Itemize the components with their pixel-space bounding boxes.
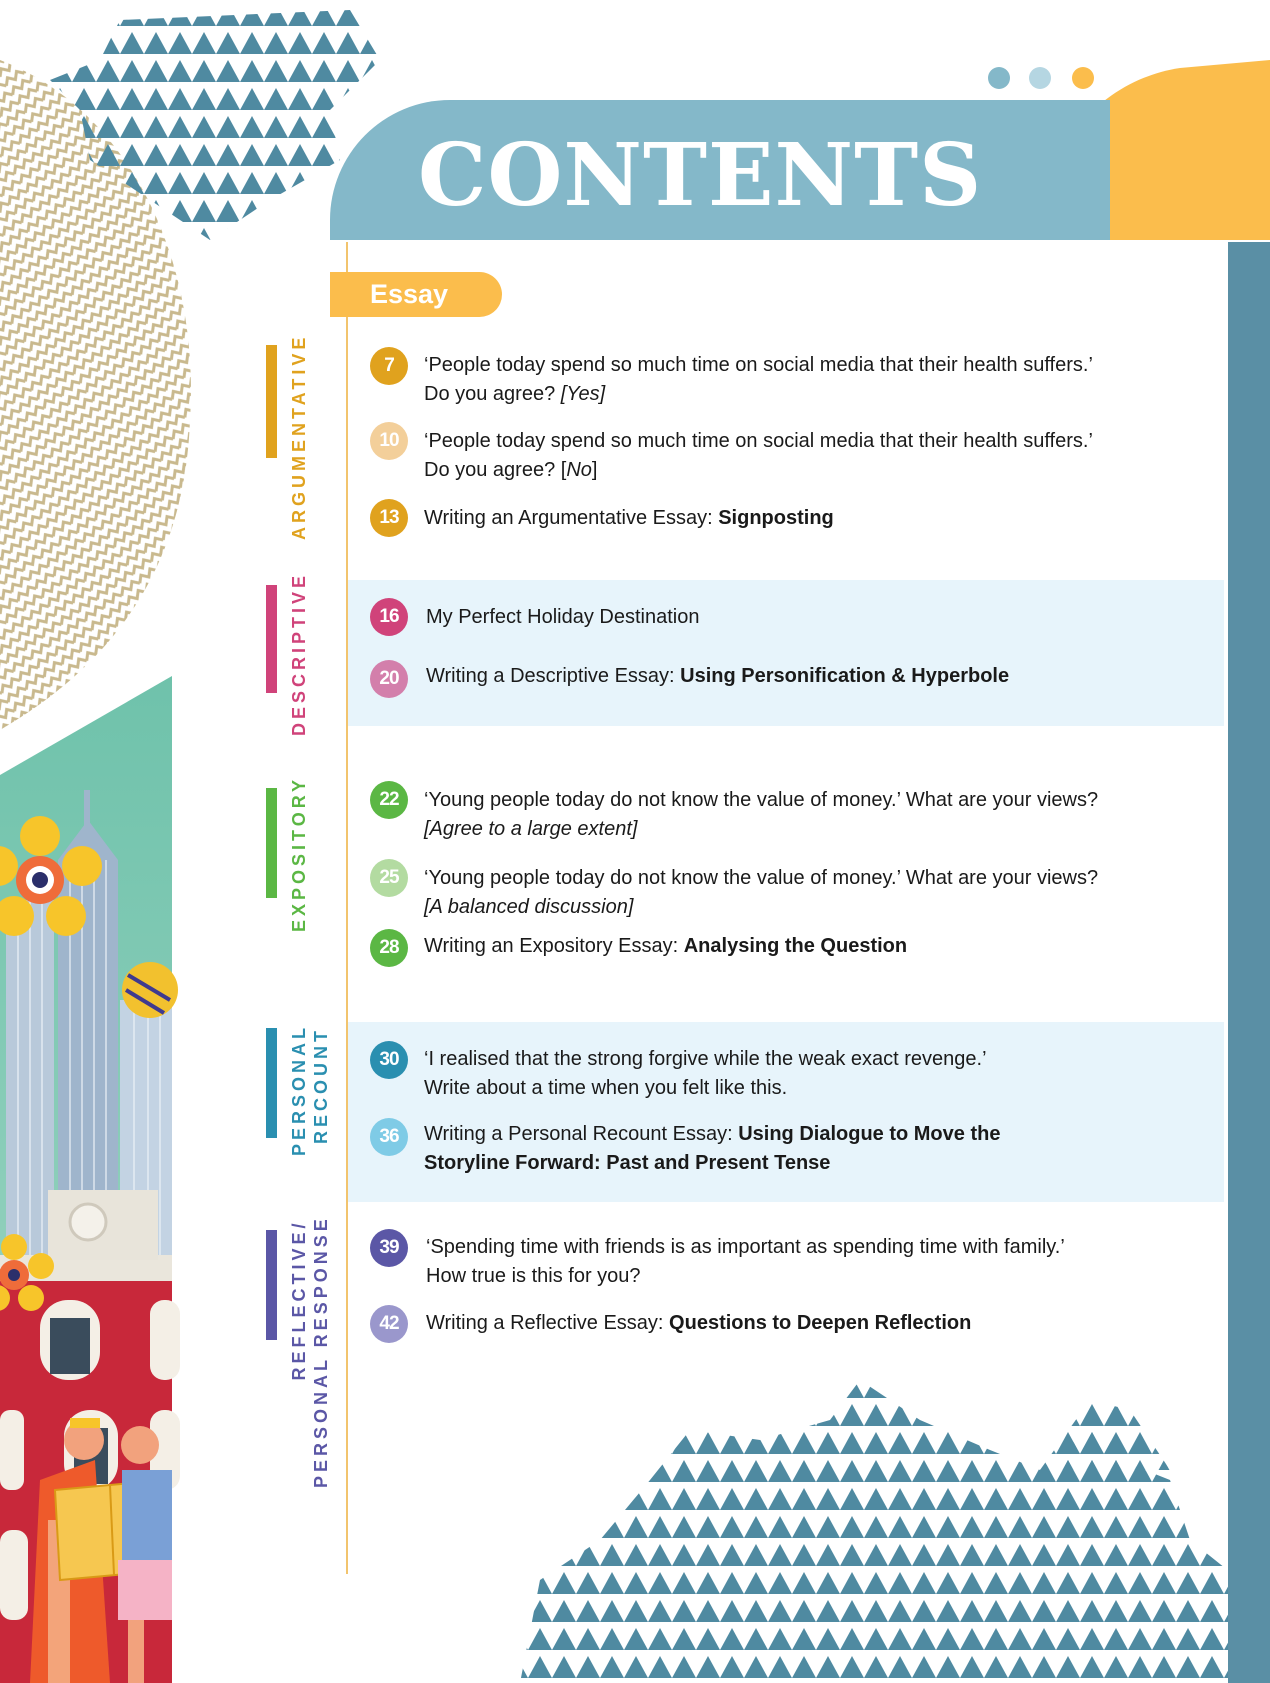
entry-line-1: ‘Young people today do not know the value of money.’ What are your views? xyxy=(424,789,1099,811)
entry-text: Do you agree? [ xyxy=(424,459,567,481)
page-number-badge[interactable]: 13 xyxy=(370,499,408,537)
entry-line-1: ‘Young people today do not know the value of money.’ What are your views? xyxy=(424,867,1099,889)
page-number-badge[interactable]: 10 xyxy=(370,422,408,460)
toc-entry[interactable] xyxy=(424,932,1184,961)
entry-line-2 xyxy=(424,893,1184,922)
right-side-bar xyxy=(1228,242,1270,1683)
entry-line-1: ‘I realised that the strong forgive while the weak exact revenge.’ xyxy=(424,1048,987,1070)
page-number-badge[interactable]: 36 xyxy=(370,1118,408,1156)
toc-entry[interactable] xyxy=(426,662,1186,691)
entry-text: Do you agree? xyxy=(424,383,561,405)
toc-entry[interactable] xyxy=(424,1045,1184,1103)
entry-line-1: ‘People today spend so much time on social media that their health suffers.’ xyxy=(424,354,1093,376)
entry-line-2 xyxy=(424,815,1184,844)
entry-line-1 xyxy=(424,1120,1184,1149)
page-number-badge[interactable]: 28 xyxy=(370,929,408,967)
toc-entry[interactable] xyxy=(426,1309,1186,1338)
entry-bold: Using Dialogue to Move the xyxy=(738,1123,1001,1145)
page-number-badge[interactable]: 42 xyxy=(370,1305,408,1343)
reflective-bar xyxy=(266,1230,277,1340)
toc-entry[interactable] xyxy=(426,1233,1186,1291)
page-number-badge[interactable]: 16 xyxy=(370,598,408,636)
entry-text: Writing a Reflective Essay: xyxy=(426,1312,670,1334)
page-title: CONTENTS xyxy=(418,125,983,226)
category-recount: RECOUNT xyxy=(311,1027,331,1144)
page-number-badge[interactable]: 39 xyxy=(370,1229,408,1267)
entry-line-2 xyxy=(424,1149,1184,1178)
category-expository: EXPOSITORY xyxy=(289,775,309,932)
header-dot-2 xyxy=(1029,67,1051,89)
category-personal-response: PERSONAL RESPONSE xyxy=(311,1215,331,1488)
entry-text-suffix: ] xyxy=(591,459,598,481)
entry-line-2: Write about a time when you felt like this. xyxy=(424,1077,788,1099)
entry-bold: Signposting xyxy=(718,507,834,529)
page-number-badge[interactable]: 20 xyxy=(370,660,408,698)
entry-bold: Analysing the Question xyxy=(683,935,908,957)
entry-italic: [Yes] xyxy=(560,383,606,405)
category-descriptive: DESCRIPTIVE xyxy=(289,571,309,736)
argumentative-bar xyxy=(266,345,277,458)
expository-bar xyxy=(266,788,277,898)
page-number-badge[interactable]: 7 xyxy=(370,347,408,385)
entry-text: Writing a Descriptive Essay: xyxy=(426,665,681,687)
header-dot-3 xyxy=(1072,67,1094,89)
entry-line-1: ‘Spending time with friends is as important as spending time with family.’ xyxy=(426,1236,1065,1258)
toc-entry[interactable] xyxy=(424,427,1184,485)
page-number-badge[interactable]: 25 xyxy=(370,859,408,897)
toc-entry[interactable] xyxy=(424,786,1184,844)
entry-text: Writing an Expository Essay: xyxy=(424,935,684,957)
entry-text: Writing an Argumentative Essay: xyxy=(424,507,719,529)
header-dot-1 xyxy=(988,67,1010,89)
descriptive-bar xyxy=(266,585,277,693)
toc-entry[interactable] xyxy=(424,864,1184,922)
descriptive-band xyxy=(348,580,1224,726)
category-argumentative: ARGUMENTATIVE xyxy=(289,333,309,540)
entry-italic: [A balanced discussion] xyxy=(424,896,634,918)
page-number-badge[interactable]: 30 xyxy=(370,1041,408,1079)
section-tab-label: Essay xyxy=(370,279,449,309)
entry-bold: Using Personification & Hyperbole xyxy=(680,665,1010,687)
toc-entry[interactable] xyxy=(424,351,1184,409)
category-reflective: REFLECTIVE/ xyxy=(289,1219,309,1381)
category-personal: PERSONAL xyxy=(289,1023,309,1156)
entry-line-2: How true is this for you? xyxy=(426,1265,641,1287)
entry-line-1: ‘People today spend so much time on social media that their health suffers.’ xyxy=(424,430,1093,452)
entry-text: Writing a Personal Recount Essay: xyxy=(424,1123,739,1145)
personal-recount-bar xyxy=(266,1028,277,1138)
entry-italic: No xyxy=(566,459,592,481)
entry-text: My Perfect Holiday Destination xyxy=(426,606,700,628)
page-number-badge[interactable]: 22 xyxy=(370,781,408,819)
toc-entry[interactable] xyxy=(426,603,1186,632)
timeline-line xyxy=(346,242,348,1574)
entry-line-2 xyxy=(424,456,1184,485)
entry-bold: Questions to Deepen Reflection xyxy=(669,1312,972,1334)
entry-italic: [Agree to a large extent] xyxy=(424,818,638,840)
toc-entry[interactable] xyxy=(424,1120,1184,1178)
entry-line-2 xyxy=(424,380,1184,409)
entry-bold: Storyline Forward: Past and Present Tense xyxy=(424,1152,831,1174)
toc-entry[interactable] xyxy=(424,504,1184,533)
